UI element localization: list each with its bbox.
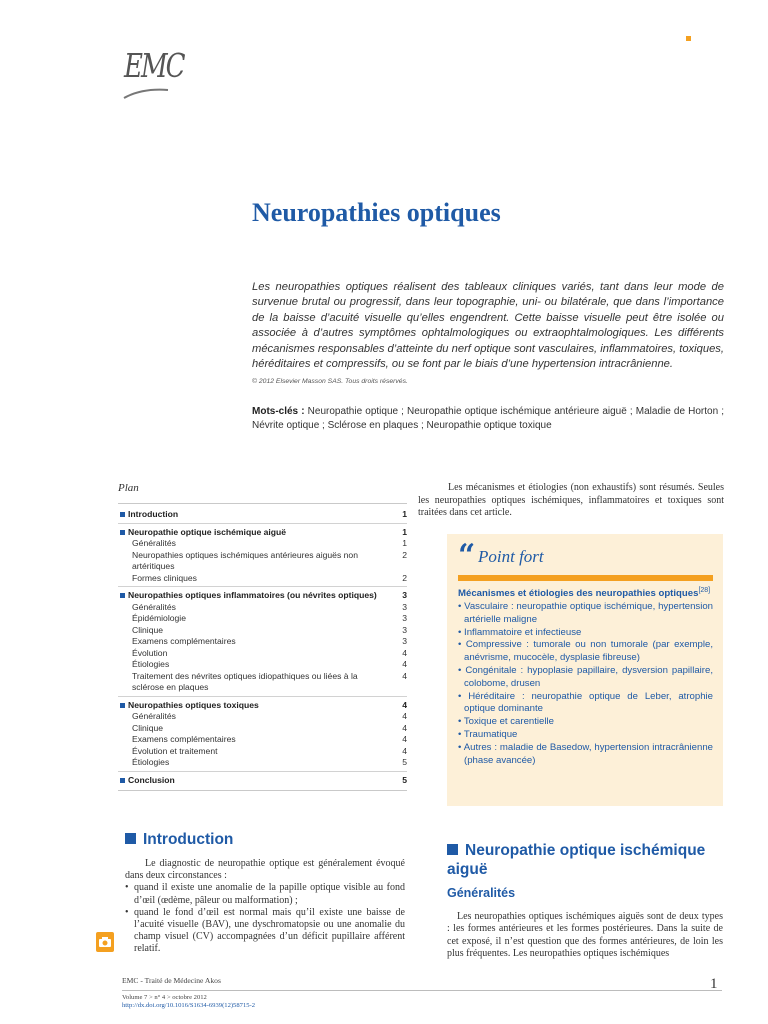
introduction-bullet: • quand le fond d’œil est normal mais qu’il existe une baisse de l’acuité visuelle (BAV), une dyschromatopsie ou une anomalie du champ visuel (CV) accompagnées d’un déficit pupillaire afférent relatif. [125,907,405,956]
plan-item[interactable] [118,734,407,746]
plan-item-page: 2 [402,572,407,583]
plan-item-page: 4 [402,647,407,658]
plan-item-page: 1 [402,538,407,548]
plan-rule [118,503,407,504]
footer-doi-link[interactable]: http://dx.doi.org/10.1016/S1634-6939(12)58715-2 [122,1002,256,1009]
logo-swoosh-icon [122,86,170,100]
point-fort-heading-text: Mécanismes et étiologies des neuropathies optiques [458,588,699,600]
plan-item[interactable] [118,648,407,660]
article-title: Neuropathies optiques [252,198,501,227]
plan-item[interactable] [118,538,407,550]
keywords [252,405,724,433]
plan-section-label: Neuropathie optique ischémique aiguë [128,526,287,537]
point-fort-bar [458,575,713,581]
point-fort-list [458,601,713,767]
point-fort-body [458,585,713,767]
page-number: 1 [710,976,718,992]
plan-separator [118,523,407,524]
mechanisms-intro: Les mécanismes et étiologies (non exhaustifs) sont résumés. Seules les neuropathies optiques ischémiques, inflammatoires et toxiques sont traitées dans cet article. [418,482,724,518]
plan-section-label: Neuropathies optiques toxiques [128,699,259,710]
plan-item-label: Généralités [132,711,176,721]
plan-item[interactable] [118,711,407,723]
point-fort-item: • Traumatique [458,729,713,742]
subheading-generalites: Généralités [447,886,516,900]
plan-item[interactable] [118,625,407,637]
table-of-contents [118,482,407,791]
plan-item[interactable] [118,613,407,625]
plan-section-label: Neuropathies optiques inflammatoires (ou névrites optiques) [128,590,377,600]
point-fort-item: • Congénitale : hypoplasie papillaire, dysversion papillaire, colobome, drusen [458,665,713,691]
heading-square-icon [125,833,136,844]
point-fort-item: • Vasculaire : neuropathie optique ischémique, hypertension artérielle maligne [458,601,713,627]
plan-item-page: 4 [402,659,407,669]
plan-section-page: 1 [402,509,407,519]
plan-separator [118,696,407,697]
plan-item-label: Évolution et traitement [132,745,218,756]
plan-item-page: 4 [402,711,407,721]
point-fort-ref: [28] [698,587,711,594]
point-fort-item: • Inflammatoire et infectieuse [458,627,713,640]
plan-item-page: 4 [402,670,407,681]
plan-item-label: Clinique [132,722,164,733]
quote-icon: “ [458,538,476,573]
plan-item[interactable] [118,723,407,735]
introduction-heading-text: Introduction [143,831,234,848]
heading-square-icon [447,844,458,855]
plan-item-label: Examens complémentaires [132,636,236,646]
section-heading-ischemic-text: Neuropathie optique ischémique aiguë [447,842,706,878]
plan-section-label: Introduction [128,509,179,519]
point-fort-heading [458,585,713,601]
keywords-label: Mots-clés : [252,406,305,417]
plan-item-page: 5 [402,757,407,767]
footer-volume-text: Volume 7 > n° 4 > octobre 2012 [122,994,207,1001]
plan-item[interactable] [118,757,407,769]
point-fort-item: • Toxique et carentielle [458,716,713,729]
plan-section-page: 3 [402,590,407,600]
point-fort-item: • Compressive : tumorale ou non tumorale (par exemple, anévrisme, mucocèle, dysplasie fibreuse) [458,639,713,665]
introduction-text [125,858,405,956]
plan-item[interactable] [118,746,407,758]
abstract: Les neuropathies optiques réalisent des tableaux cliniques variés, tant dans leur mode de survenue brutal ou progressif, dans leur topographie, uni- ou bilatérale, que dans l’importance de la baisse d’acuité visuelle qu’elles engendrent. Cette baisse visuelle peut être isolée ou associée à d’autres symptômes ophtalmologiques ou extraophtalmologiques. Les différents mécanismes responsables d’atteinte du nerf optique sont vasculaires, inflammatoires, toxiques, héréditaires et compressifs, ou se font par le biais d’une hypertension intracrânienne. [252,281,724,371]
plan-bottom-rule [118,790,407,791]
plan-item[interactable] [118,602,407,614]
copyright: © 2012 Elsevier Masson SAS. Tous droits réservés. [252,378,408,385]
plan-section[interactable] [118,700,407,712]
plan-item-page: 2 [402,549,407,560]
plan-item-label: Généralités [132,538,176,548]
footer-volume [122,994,255,1010]
plan-item-label: Examens complémentaires [132,734,236,744]
plan-separator [118,771,407,772]
plan-list [118,509,407,786]
plan-item-page: 3 [402,636,407,646]
plan-item-page: 3 [402,624,407,635]
introduction-paragraph: Le diagnostic de neuropathie optique est généralement évoqué dans deux circonstances : [125,858,405,882]
plan-item-page: 3 [402,601,407,612]
plan-item-label: Épidémiologie [132,613,186,623]
emc-logo-icon [120,46,184,102]
plan-item[interactable] [118,636,407,648]
footer-journal: EMC - Traité de Médecine Akos [122,976,221,985]
section-heading-ischemic [447,841,707,879]
plan-item[interactable] [118,573,407,585]
plan-item-label: Clinique [132,624,164,635]
plan-item-label: Généralités [132,601,176,612]
plan-section[interactable] [118,527,407,539]
plan-item-label: Étiologies [132,659,170,669]
plan-item-label: Traitement des névrites optiques idiopathiques ou liées à la sclérose en plaques [132,670,358,692]
camera-icon[interactable] [96,932,114,952]
point-fort-item: • Autres : maladie de Basedow, hypertension intracrânienne (phase avancée) [458,742,713,768]
plan-section[interactable] [118,590,407,602]
plan-separator [118,586,407,587]
generalites-text: Les neuropathies optiques ischémiques aiguës sont de deux types : les formes antérieures et les formes postérieures. Dans la suite de cet exposé, il n’est question que des formes antérieures, de loin les plus fréquentes. Les neuropathies optiques ischémiques [447,911,723,960]
point-fort-title: Point fort [478,547,544,566]
introduction-bullet: • quand il existe une anomalie de la papille optique visible au fond d’œil (œdème, pâleur ou malformation) ; [125,882,405,906]
introduction-bullets [125,882,405,955]
plan-item-label: Évolution [132,647,168,658]
introduction-heading [125,831,233,849]
plan-item[interactable] [118,671,407,694]
plan-item-page: 3 [402,613,407,623]
plan-title: Plan [118,482,139,494]
plan-item[interactable] [118,659,407,671]
plan-item-label: Formes cliniques [132,572,197,583]
plan-item-page: 4 [402,734,407,744]
plan-section[interactable] [118,509,407,521]
keywords-text: Neuropathie optique ; Neuropathie optique ischémique antérieure aiguë ; Maladie de Horton ; Névrite optique ; Sclérose en plaques ; Neuropathie optique toxique [252,406,725,431]
plan-section-page: 4 [402,699,407,710]
plan-section-page: 5 [402,774,407,785]
logo-text: EMC [124,48,184,86]
plan-item-page: 4 [402,722,407,733]
plan-item[interactable] [118,550,407,573]
plan-item-page: 4 [402,745,407,756]
plan-section[interactable] [118,775,407,787]
footer-rule [122,990,722,991]
plan-section-page: 1 [402,526,407,537]
plan-section-label: Conclusion [128,774,175,785]
plan-item-label: Neuropathies optiques ischémiques antérieures aiguës non artéritiques [132,549,358,571]
plan-item-label: Étiologies [132,757,170,767]
corner-marker [686,36,691,41]
point-fort-item: • Héréditaire : neuropathie optique de Leber, atrophie optique dominante [458,691,713,717]
